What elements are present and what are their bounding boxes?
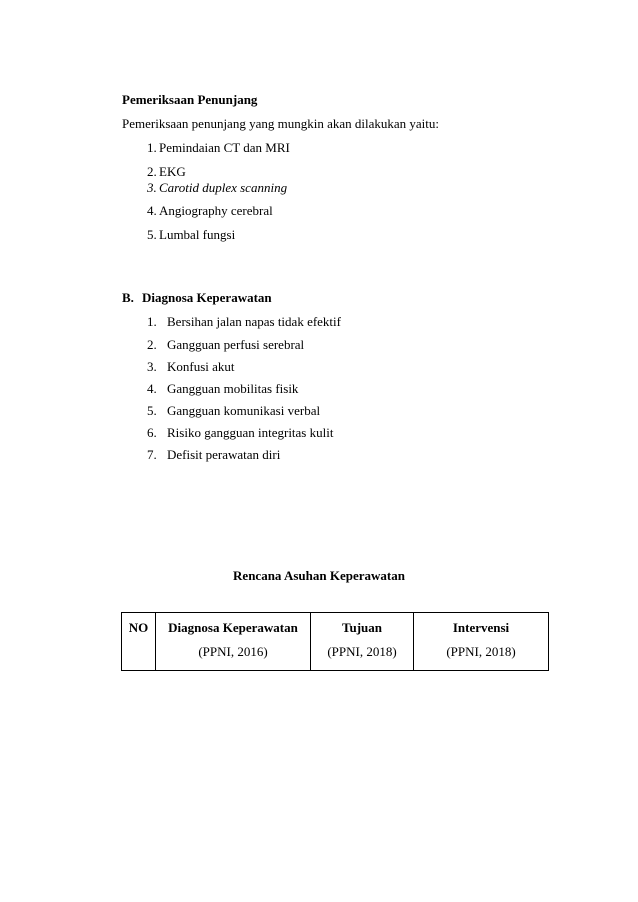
table-cell-no: [122, 613, 156, 671]
list-item-number: 2.: [147, 164, 157, 179]
list-item: [147, 227, 235, 243]
list-item-number: 6.: [147, 425, 157, 440]
list-item-text: Gangguan perfusi serebral: [167, 337, 305, 352]
list-item-number: 7.: [147, 447, 157, 462]
list-item-text: Gangguan mobilitas fisik: [167, 381, 299, 396]
list-item-number: 4.: [147, 381, 157, 396]
list-item-text: Carotid duplex scanning: [159, 180, 288, 195]
list-item-number: 2.: [147, 337, 157, 352]
list-item: [147, 447, 280, 463]
list-item-number: 3.: [147, 359, 157, 374]
section-heading-diagnosa: [122, 290, 272, 306]
column-header: Diagnosa Keperawatan: [168, 620, 298, 635]
list-item-number: 4.: [147, 203, 157, 218]
list-item: [147, 425, 333, 441]
list-item-number: 5.: [147, 403, 157, 418]
list-item: [147, 203, 273, 219]
column-header: Tujuan: [342, 620, 382, 635]
table-cell-intervensi: [414, 613, 549, 671]
table-cell-tujuan: [311, 613, 414, 671]
list-item: [147, 381, 298, 397]
list-item-text: Risiko gangguan integritas kulit: [167, 425, 334, 440]
list-item: [147, 337, 304, 353]
list-item-text: EKG: [159, 164, 186, 179]
section-letter: B.: [122, 290, 134, 305]
list-item-text: Pemindaian CT dan MRI: [159, 140, 290, 155]
table-row: [122, 613, 549, 671]
section-title: Diagnosa Keperawatan: [142, 290, 272, 305]
list-item: [147, 180, 287, 196]
list-item: [147, 403, 320, 419]
list-item-number: 1.: [147, 314, 157, 329]
column-subheader: (PPNI, 2018): [327, 644, 397, 659]
list-item: [147, 164, 186, 180]
plan-title: Rencana Asuhan Keperawatan: [233, 568, 405, 583]
list-item-text: Gangguan komunikasi verbal: [167, 403, 321, 418]
list-item-text: Bersihan jalan napas tidak efektif: [167, 314, 341, 329]
list-item-number: 5.: [147, 227, 157, 242]
section-heading-pemeriksaan: Pemeriksaan Penunjang: [122, 92, 258, 107]
list-item: [147, 314, 341, 330]
table-cell-diagnosa: [156, 613, 311, 671]
column-subheader: (PPNI, 2018): [446, 644, 516, 659]
column-header: Intervensi: [452, 620, 510, 635]
list-item-number: 1.: [147, 140, 157, 155]
plan-table: [121, 612, 549, 671]
list-item-text: Angiography cerebral: [159, 203, 273, 218]
pemeriksaan-intro: Pemeriksaan penunjang yang mungkin akan dilakukan yaitu:: [122, 116, 439, 131]
list-item-number: 3.: [147, 180, 157, 195]
list-item: [147, 140, 290, 156]
list-item-text: Lumbal fungsi: [159, 227, 236, 242]
list-item-text: Konfusi akut: [167, 359, 235, 374]
column-subheader: (PPNI, 2016): [198, 644, 268, 659]
list-item: [147, 359, 235, 375]
column-header: NO: [128, 620, 149, 635]
list-item-text: Defisit perawatan diri: [167, 447, 281, 462]
